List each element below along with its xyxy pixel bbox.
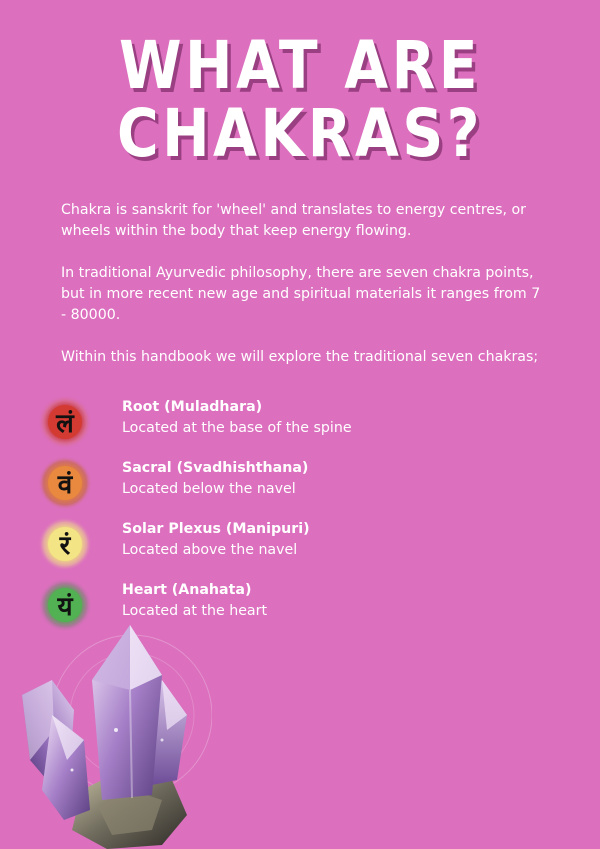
chakra-name: Heart (Anahata) xyxy=(122,582,252,598)
intro-paragraph-3: Within this handbook we will explore the traditional seven chakras; xyxy=(61,349,539,365)
chakra-description: Located at the base of the spine xyxy=(122,420,352,436)
chakra-item-sacral xyxy=(38,456,438,512)
chakra-description: Located at the heart xyxy=(122,603,268,619)
intro-paragraph-2: In traditional Ayurvedic philosophy, there are seven chakra points, but in more recent new age and spiritual materials it ranges from 7 - 80000. xyxy=(61,265,541,323)
intro-paragraph-1: Chakra is sanskrit for 'wheel' and translates to energy centres, or wheels within the body that keep energy flowing. xyxy=(61,202,527,239)
page-title-line-1: WHAT ARE xyxy=(118,27,482,104)
root-glyph: लं xyxy=(56,409,74,439)
chakra-item-solar-plexus xyxy=(38,517,438,573)
chakra-item-root xyxy=(38,395,438,451)
page-title xyxy=(42,27,558,172)
chakra-text-solar-plexus xyxy=(122,519,310,561)
chakra-text-root xyxy=(122,397,352,439)
chakra-name: Sacral (Svadhishthana) xyxy=(122,460,309,476)
chakra-text-heart xyxy=(122,580,267,622)
intro-text xyxy=(61,200,541,389)
chakra-name: Root (Muladhara) xyxy=(122,399,263,415)
heart-glyph: यं xyxy=(57,592,73,622)
solar-plexus-chakra-icon xyxy=(38,517,92,571)
chakra-description: Located above the navel xyxy=(122,542,298,558)
chakra-name: Solar Plexus (Manipuri) xyxy=(122,521,310,537)
sacral-glyph: वं xyxy=(57,470,73,500)
chakra-text-sacral xyxy=(122,458,308,500)
sacral-chakra-icon xyxy=(38,456,92,510)
solar-plexus-glyph: रं xyxy=(59,531,71,561)
root-chakra-icon xyxy=(38,395,92,449)
chakra-description: Located below the navel xyxy=(122,481,296,497)
page-title-line-2: CHAKRAS? xyxy=(116,95,484,172)
amethyst-crystal-icon xyxy=(12,620,212,849)
